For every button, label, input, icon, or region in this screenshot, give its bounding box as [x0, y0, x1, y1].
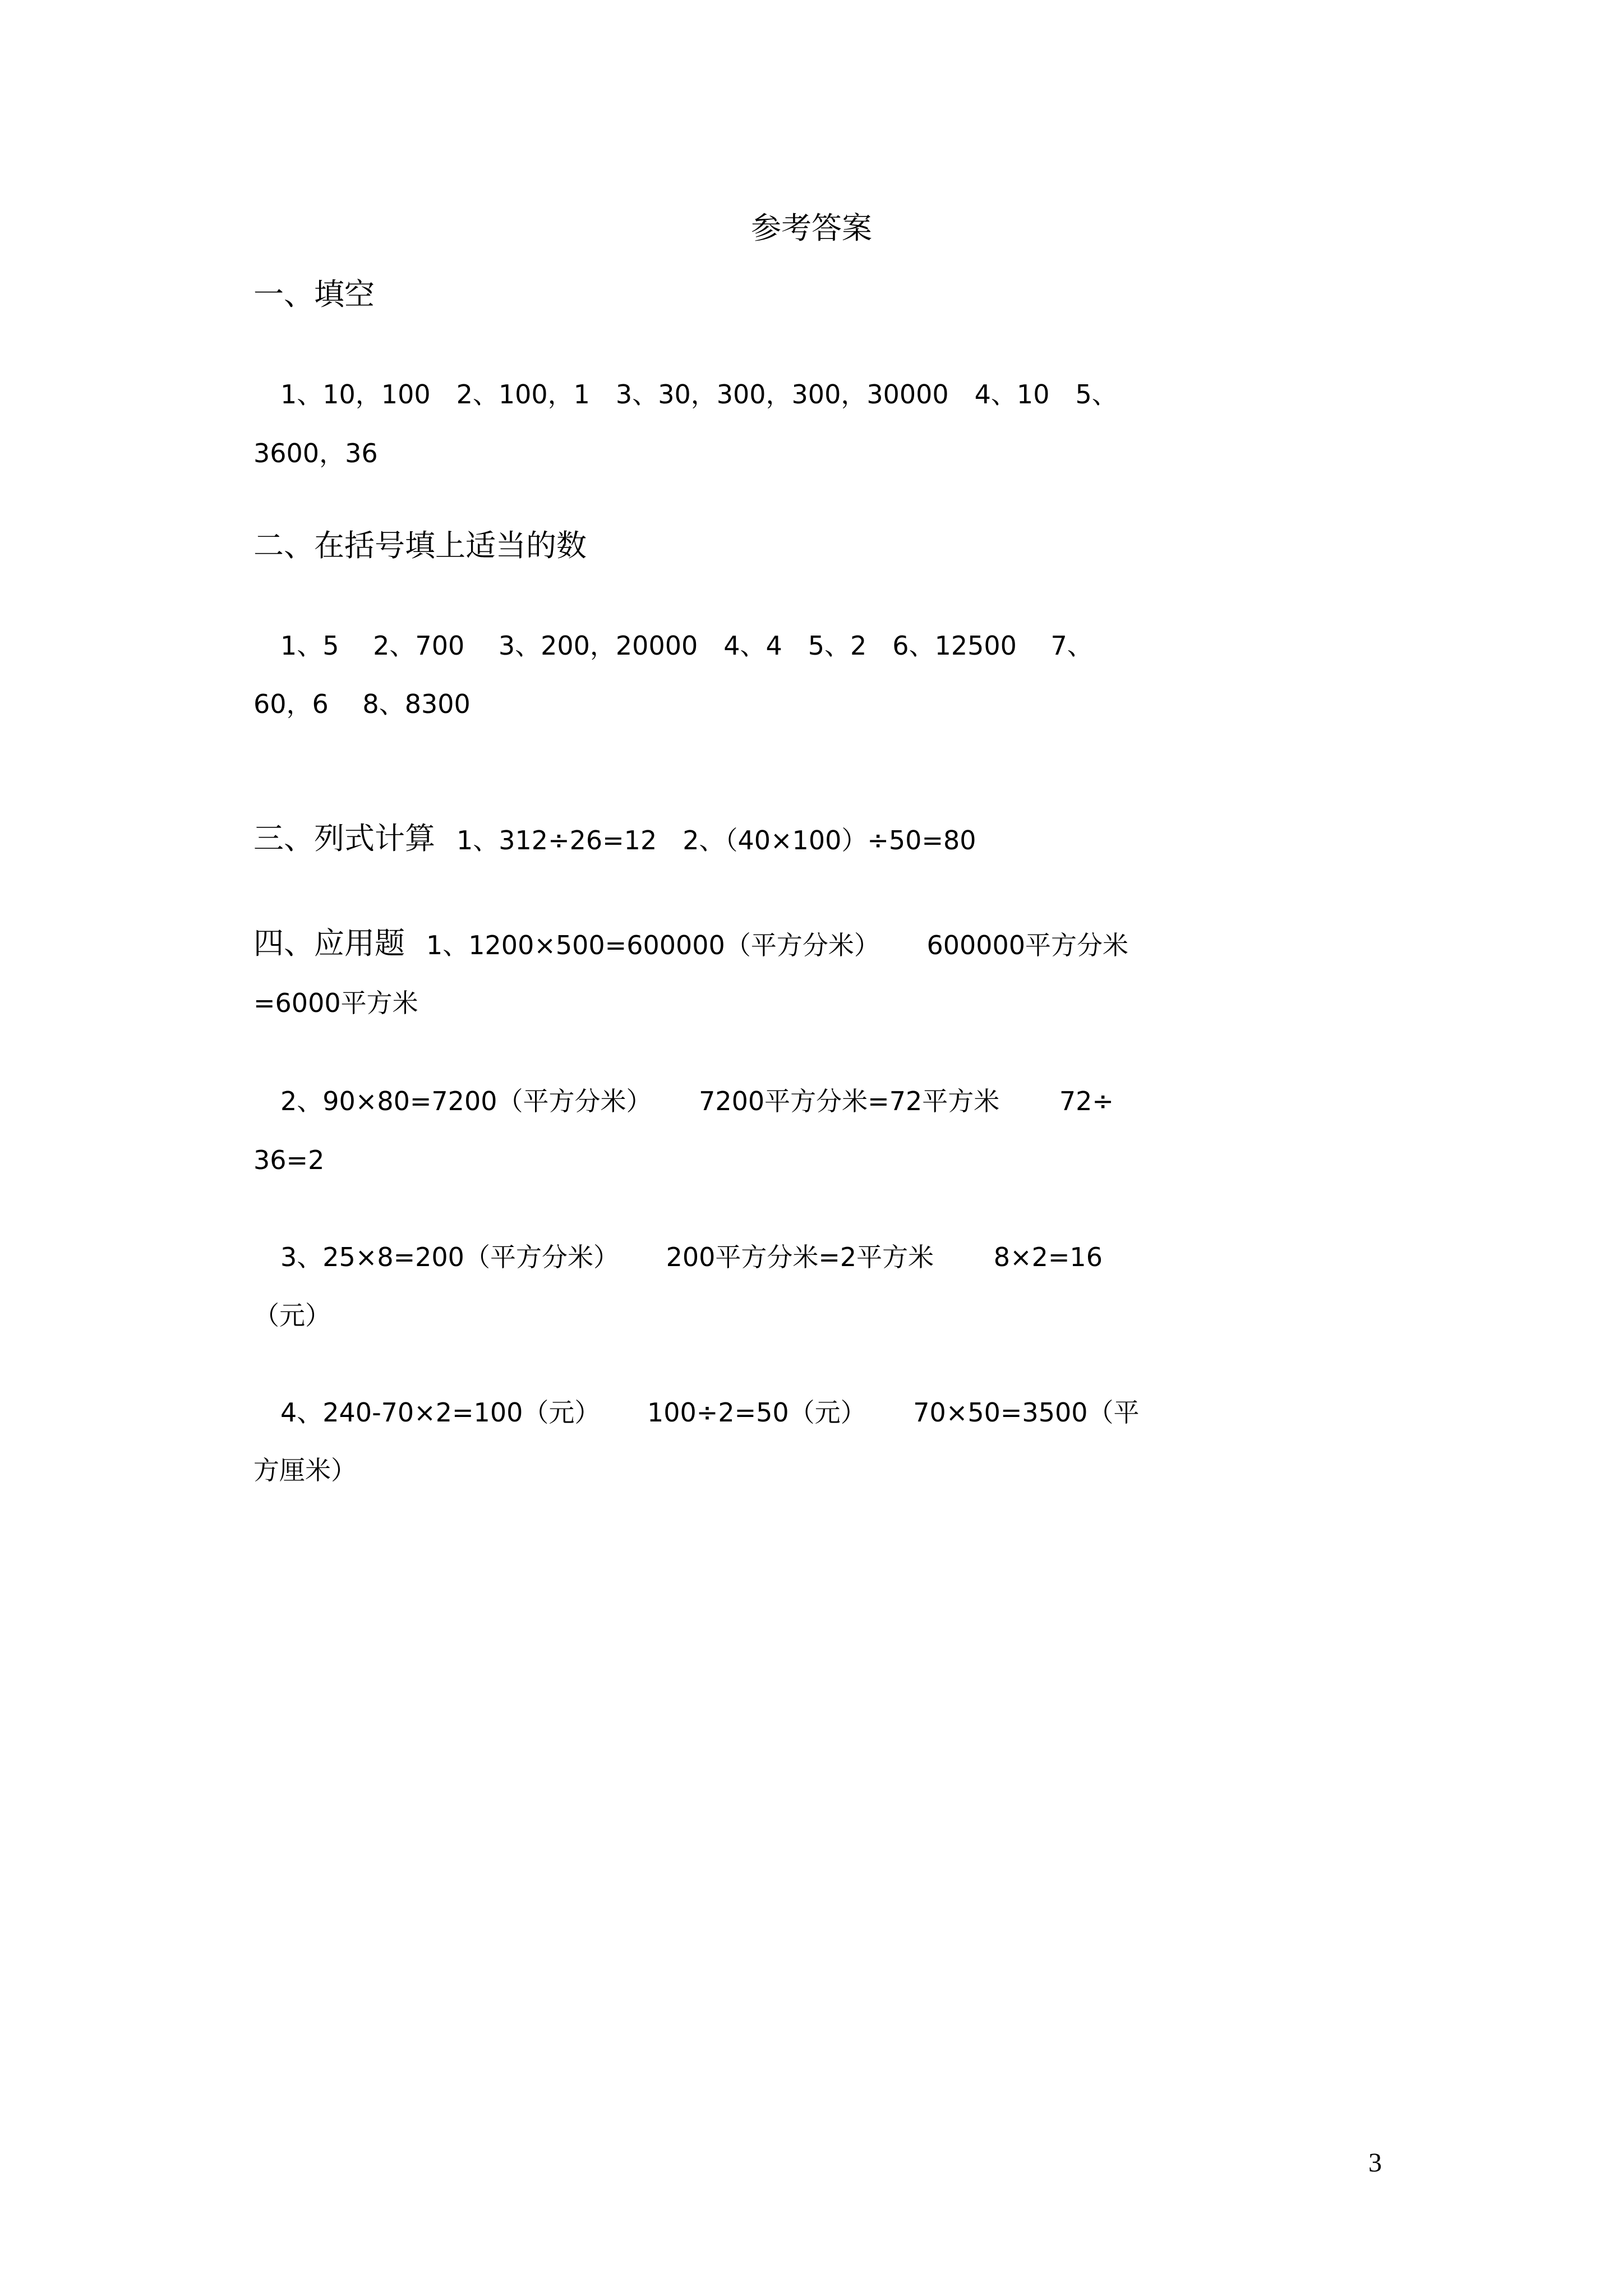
application-q2-line-1: 2、90×80=7200（平方分米） 7200平方分米=72平方米 72÷: [280, 1086, 1114, 1116]
application-q4-line-2: 方厘米）: [253, 1455, 357, 1485]
fill-in-answers-line-2: 3600，36: [253, 438, 378, 468]
brackets-answers-line-1: 1、5 2、700 3、200，20000 4、4 5、2 6、12500 7、: [280, 631, 1093, 661]
section-heading-fill-in: 一、填空: [253, 277, 375, 312]
section-heading-calculation: 三、列式计算: [253, 821, 435, 856]
section-heading-brackets: 二、在括号填上适当的数: [253, 528, 587, 563]
page-title: 参考答案: [751, 210, 872, 246]
calculation-answers: 1、312÷26=12 2、（40×100）÷50=80: [457, 825, 976, 855]
application-q1-line-1: 1、1200×500=600000（平方分米） 600000平方分米: [426, 930, 1129, 960]
application-q2-line-2: 36=2: [253, 1145, 325, 1175]
fill-in-answers-line-1: 1、10，100 2、100，1 3、30，300，300，30000 4、10 5、: [280, 379, 1118, 409]
application-q3-line-2: （元）: [253, 1300, 331, 1331]
application-q3-line-1: 3、25×8=200（平方分米） 200平方分米=2平方米 8×2=16: [280, 1242, 1103, 1272]
application-q4-line-1: 4、240-70×2=100（元） 100÷2=50（元） 70×50=3500（平: [280, 1397, 1140, 1428]
application-q1-line-2: =6000平方米: [253, 988, 418, 1018]
section-heading-application: 四、应用题: [253, 926, 405, 961]
brackets-answers-line-2: 60，6 8、8300: [253, 689, 471, 719]
page-number: 3: [1368, 2148, 1382, 2178]
